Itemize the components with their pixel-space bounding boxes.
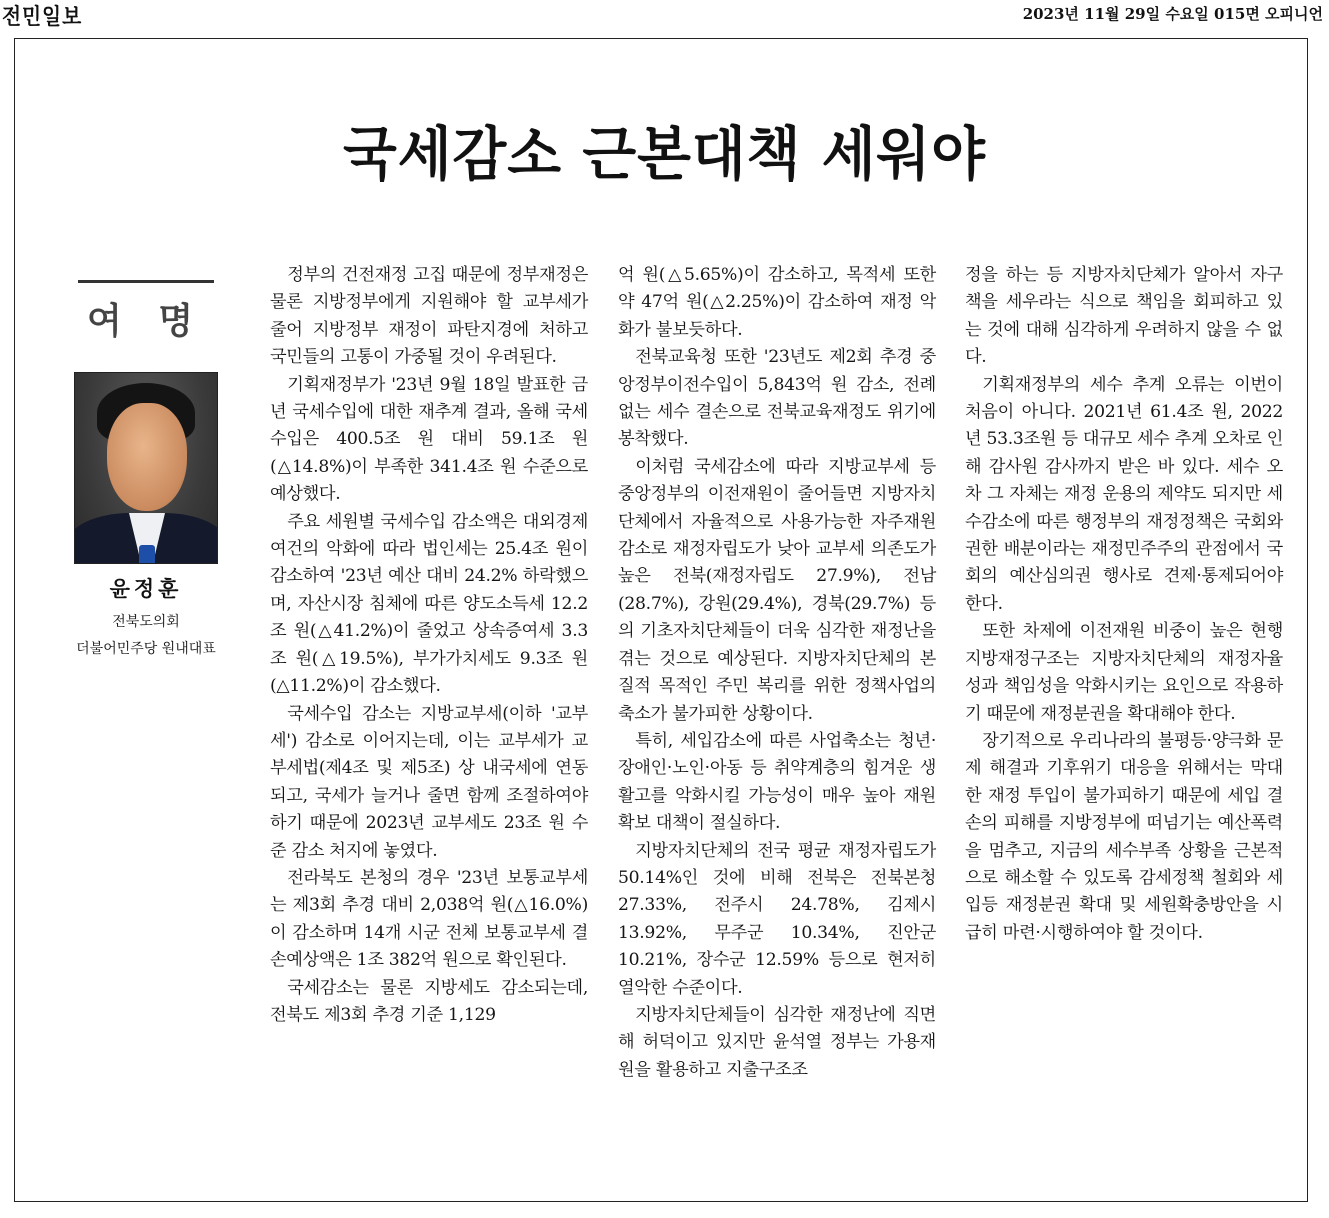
paragraph: 기획재정부가 '23년 9월 18일 발표한 금년 국세수입에 대한 재추계 결과, 올해 국세수입은 400.5조 원 대비 59.1조 원(△14.8%)이 부족한 341.4조 원 수준으로 예상했다. bbox=[270, 374, 588, 505]
paragraph: 지방자치단체의 전국 평균 재정자립도가 50.14%인 것에 비해 전북은 전북본청 27.33%, 전주시 24.78%, 김제시 13.92%, 무주군 10.34%, 진안군 10.21%, 장수군 12.59% 등으로 현저히 열악한 수준이다. bbox=[618, 840, 936, 998]
article-column-2 bbox=[618, 262, 936, 1084]
paragraph: 이처럼 국세감소에 따라 지방교부세 등 중앙정부의 이전재원이 줄어들면 지방자치단체에서 자율적으로 사용가능한 자주재원 감소로 재정자립도가 낮아 교부세 의존도가 높은 전북(재정자립도 27.9%), 전남(28.7%), 강원(29.4%), 경북(29.7%) 등의 기초자치단체들이 더욱 심각한 재정난을 겪는 것으로 예상된다. 지방자치단체의 본질적 목적인 주민 복리를 위한 정책사업의 축소가 불가피한 상황이다. bbox=[618, 456, 936, 724]
paragraph: 억 원(△5.65%)이 감소하고, 목적세 또한 약 47억 원(△2.25%)이 감소하여 재정 악화가 불보듯하다. bbox=[618, 265, 936, 340]
author-affiliation-line2: 더불어민주당 원내대표 bbox=[76, 641, 216, 657]
paragraph: 기획재정부의 세수 추계 오류는 이번이 처음이 아니다. 2021년 61.4조 원, 2022년 53.3조원 등 대규모 세수 추계 오차로 인해 감사원 감사까지 받은 바 있다. 세수 오차 그 자체는 재정 운용의 제약도 되지만 세수감소에 따른 행정부의 재정정책은 국회와 권한 배분이라는 재정민주주의 관점에서 국회의 예산심의권 행사로 견제·통제되어야 한다. bbox=[965, 374, 1283, 614]
paragraph: 국세감소는 물론 지방세도 감소되는데, 전북도 제3회 추경 기준 1,129 bbox=[270, 977, 588, 1025]
paragraph: 정부의 건전재정 고집 때문에 정부재정은 물론 지방정부에게 지원해야 할 교부세가 줄어 지방정부 재정이 파탄지경에 처하고 국민들의 고통이 가중될 것이 우려된다. bbox=[270, 265, 588, 368]
paragraph: 전북교육청 또한 '23년도 제2회 추경 중앙정부이전수입이 5,843억 원 감소, 전례없는 세수 결손으로 전북교육재정도 위기에 봉착했다. bbox=[618, 347, 936, 450]
paragraph: 국세수입 감소는 지방교부세(이하 '교부세') 감소로 이어지는데, 이는 교부세가 교부세법(제4조 및 제5조) 상 내국세에 연동되고, 국세가 늘거나 줄면 함께 조절하여야 하기 때문에 2023년 교부세도 23조 원 수준 감소 처지에 놓였다. bbox=[270, 703, 588, 861]
paragraph: 지방자치단체들이 심각한 재정난에 직면해 허덕이고 있지만 윤석열 정부는 가용재원을 활용하고 지출구조조 bbox=[618, 1004, 936, 1080]
article-column-3 bbox=[965, 262, 1283, 947]
author-affiliation bbox=[50, 609, 242, 663]
newspaper-name: 전민일보 bbox=[2, 5, 83, 30]
column-section-label: 여 명 bbox=[86, 300, 206, 342]
paragraph: 또한 차제에 이전재원 비중이 높은 현행 지방재정구조는 지방자치단체의 재정자율성과 책임성을 악화시키는 요인으로 작용하기 때문에 재정분권을 확대해야 한다. bbox=[965, 621, 1283, 724]
issue-date-page-section: 2023년 11월 29일 수요일 015면 오피니언 bbox=[1022, 5, 1323, 23]
article-column-1 bbox=[270, 262, 588, 1029]
author-portrait-icon bbox=[74, 372, 218, 564]
paragraph: 특히, 세입감소에 따른 사업축소는 청년·장애인·노인·아동 등 취약계층의 힘겨운 생활고를 악화시킬 가능성이 매우 높아 재원 확보 대책이 절실하다. bbox=[618, 730, 936, 834]
article-headline: 국세감소 근본대책 세워야 bbox=[343, 120, 986, 188]
paragraph: 장기적으로 우리나라의 불평등·양극화 문제 해결과 기후위기 대응을 위해서는 막대한 재정 투입이 불가피하기 때문에 세입 결손의 피해를 지방정부에 떠넘기는 예산폭력을 멈추고, 지금의 세수부족 상황을 근본적으로 해소할 수 있도록 감세정책 철회와 세입등 재정분권 확대 및 세원확충방안을 시급히 마련·시행하여야 할 것이다. bbox=[965, 730, 1283, 943]
author-name: 윤정훈 bbox=[109, 577, 183, 601]
section-divider bbox=[78, 280, 214, 283]
author-affiliation-line1: 전북도의회 bbox=[112, 614, 180, 630]
masthead bbox=[0, 0, 1329, 30]
paragraph: 정을 하는 등 지방자치단체가 알아서 자구책을 세우라는 식으로 책임을 회피하고 있는 것에 대해 심각하게 우려하지 않을 수 없다. bbox=[965, 265, 1283, 368]
paragraph: 전라북도 본청의 경우 '23년 보통교부세는 제3회 추경 대비 2,038억 원(△16.0%)이 감소하며 14개 시군 전체 보통교부세 결손예상액은 1조 382억 원으로 확인된다. bbox=[270, 867, 588, 971]
paragraph: 주요 세원별 국세수입 감소액은 대외경제 여건의 악화에 따라 법인세는 25.4조 원이 감소하여 '23년 예산 대비 24.2% 하락했으며, 자산시장 침체에 따른 양도소득세 12.2조 원(△41.2%)이 줄었고 상속증여세 3.3조 원(△19.5%), 부가가치세도 9.3조 원(△11.2%)이 감소했다. bbox=[270, 511, 588, 697]
